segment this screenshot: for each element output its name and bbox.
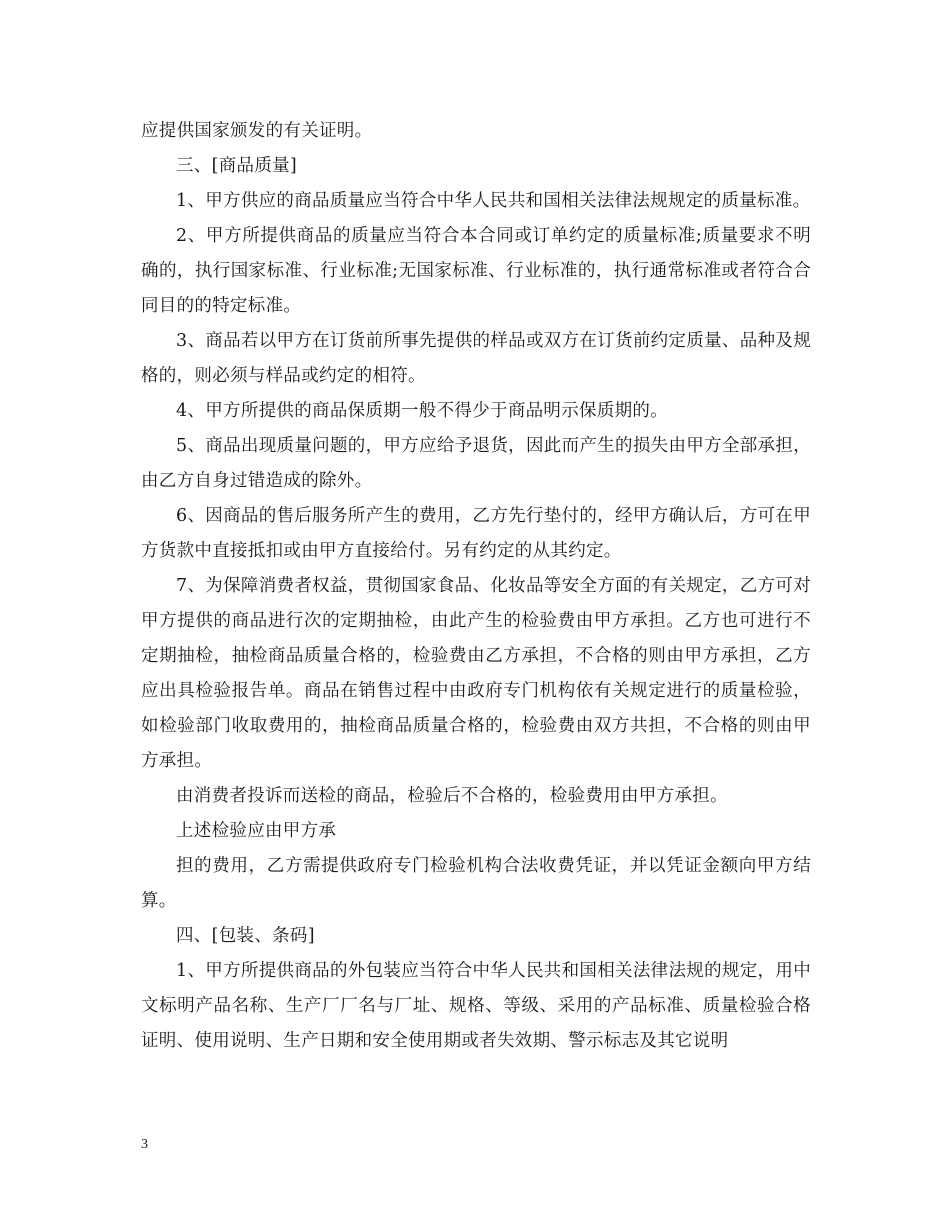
document-body (141, 114, 811, 1059)
paragraph: 3、商品若以甲方在订货前所事先提供的样品或双方在订货前约定质量、品种及规格的，则必须与样品或约定的相符。 (141, 331, 811, 386)
paragraph: 上述检验应由甲方承 (176, 821, 337, 841)
paragraph: 担的费用，乙方需提供政府专门检验机构合法收费凭证，并以凭证金额向甲方结算。 (141, 856, 811, 911)
paragraph: 2、甲方所提供商品的质量应当符合本合同或订单约定的质量标准;质量要求不明确的，执行国家标准、行业标准;无国家标准、行业标准的，执行通常标准或者符合合同目的的特定标准。 (141, 226, 811, 316)
paragraph: 5、商品出现质量问题的，甲方应给予退货，因此而产生的损失由甲方全部承担，由乙方自身过错造成的除外。 (141, 436, 811, 491)
paragraph: 应提供国家颁发的有关证明。 (141, 121, 373, 141)
paragraph: 1、甲方所提供商品的外包装应当符合中华人民共和国相关法律法规的规定，用中文标明产品名称、生产厂厂名与厂址、规格、等级、采用的产品标准、质量检验合格证明、使用说明、生产日期和安全使用期或者失效期、警示标志及其它说明 (141, 961, 811, 1051)
paragraph: 7、为保障消费者权益，贯彻国家食品、化妆品等安全方面的有关规定，乙方可对甲方提供的商品进行次的定期抽检，由此产生的检验费由甲方承担。乙方也可进行不定期抽检，抽检商品质量合格的，检验费由乙方承担，不合格的则由甲方承担，乙方应出具检验报告单。商品在销售过程中由政府专门机构依有关规定进行的质量检验，如检验部门收取费用的，抽检商品质量合格的，检验费由双方共担，不合格的则由甲方承担。 (141, 576, 811, 771)
paragraph: 4、甲方所提供的商品保质期一般不得少于商品明示保质期的。 (176, 401, 669, 421)
section-heading: 三、[商品质量] (176, 156, 298, 176)
page-number: 3 (141, 1137, 148, 1152)
paragraph: 1、甲方供应的商品质量应当符合中华人民共和国相关法律法规规定的质量标准。 (176, 191, 811, 211)
paragraph: 由消费者投诉而送检的商品，检验后不合格的，检验费用由甲方承担。 (176, 786, 728, 806)
section-heading: 四、[包装、条码] (176, 926, 315, 946)
paragraph: 6、因商品的售后服务所产生的费用，乙方先行垫付的，经甲方确认后，方可在甲方货款中直接抵扣或由甲方直接给付。另有约定的从其约定。 (141, 506, 811, 561)
